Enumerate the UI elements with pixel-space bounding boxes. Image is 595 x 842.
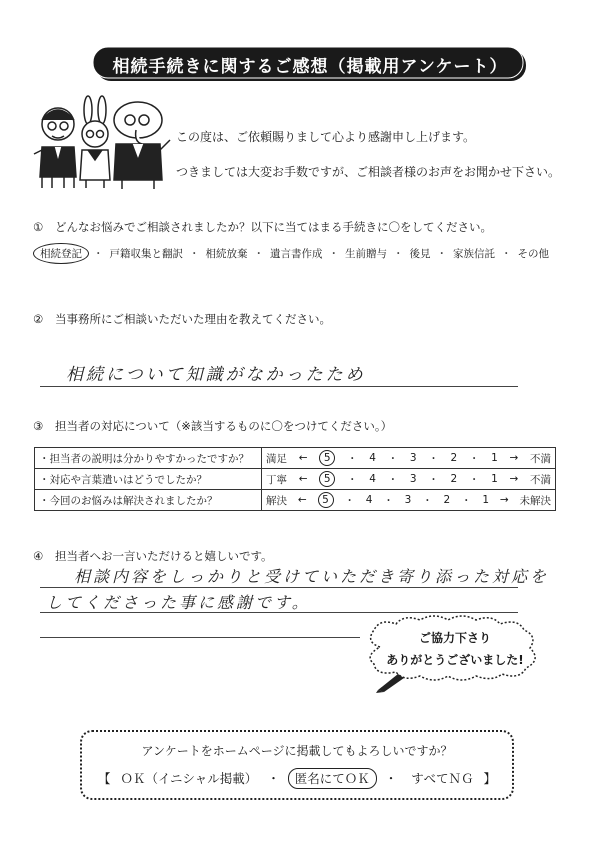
rating-scale	[262, 490, 556, 511]
question-1-number: ①	[33, 220, 44, 234]
rating-row	[35, 469, 556, 490]
consent-dot-1: ・	[267, 771, 280, 786]
scale-dot: ・	[387, 452, 399, 465]
rating-scale	[262, 469, 556, 490]
consent-box	[80, 730, 514, 800]
scale-dot: ・	[468, 473, 480, 486]
consent-option-anonymous-ok[interactable]: 匿名にてＯＫ	[288, 768, 377, 789]
q1-option[interactable]: その他	[517, 248, 549, 260]
arrow-left-icon: ←	[298, 473, 308, 485]
q1-option[interactable]: 遺言書作成	[270, 248, 323, 260]
q1-option[interactable]: 相続登記	[33, 243, 89, 264]
pencil-icon	[374, 668, 408, 694]
option-separator: ・	[189, 248, 200, 260]
rating-value[interactable]: 2	[443, 494, 451, 506]
q1-option[interactable]: 家族信託	[453, 248, 495, 260]
rating-value[interactable]: 3	[409, 473, 417, 485]
option-separator: ・	[328, 248, 339, 260]
consent-question: アンケートをホームページに掲載してもよろしいですか？	[141, 744, 453, 758]
scale-dot: ・	[344, 494, 355, 507]
thanks-line-2: ありがとうございました!	[386, 653, 524, 667]
title-banner	[92, 46, 528, 82]
consent-options	[82, 769, 512, 787]
arrow-left-icon: ←	[297, 494, 307, 506]
rating-scale	[262, 448, 556, 469]
arrow-right-icon: →	[509, 452, 519, 464]
question-4-text: 担当者へお一言いただけると嬉しいです。	[54, 549, 273, 563]
rating-left-label: 満足	[266, 452, 287, 465]
rating-right-label: 不満	[530, 452, 551, 465]
rating-value[interactable]: 1	[482, 494, 489, 506]
scale-dot: ・	[346, 473, 358, 486]
q4-answer-line-1: 相談内容をしっかりと受けていただき寄り添った対応を	[74, 567, 550, 586]
question-2-number: ②	[33, 312, 44, 326]
arrow-right-icon: →	[509, 473, 519, 485]
rating-value[interactable]: 5	[319, 450, 335, 466]
scale-dot: ・	[387, 473, 399, 486]
arrow-right-icon: →	[499, 494, 509, 506]
q4-line-3	[40, 637, 360, 638]
consent-dot-2: ・	[384, 771, 398, 786]
rating-question: ・対応や言葉遣いはどうでしたか？	[35, 469, 262, 490]
rating-value[interactable]: 2	[450, 452, 458, 464]
q1-option[interactable]: 生前贈与	[345, 248, 387, 260]
scale-dot: ・	[468, 452, 480, 465]
question-4	[33, 548, 273, 564]
q4-answer-line-2: してくださった事に感謝です。	[46, 593, 311, 612]
rating-value[interactable]: 5	[319, 471, 335, 487]
scale-dot: ・	[460, 494, 472, 507]
rating-value[interactable]: 1	[491, 473, 498, 485]
rating-value[interactable]: 4	[365, 494, 373, 506]
rating-question: ・担当者の説明は分かりやすかったですか？	[35, 448, 262, 469]
q1-option[interactable]: 後見	[409, 248, 431, 260]
consent-option-ok-initial[interactable]: ＯＫ（イニシャル掲載）	[120, 771, 258, 786]
rating-right-label: 不満	[530, 473, 551, 486]
q2-answer-line	[40, 386, 518, 387]
mascot-illustration	[30, 92, 175, 192]
option-separator: ・	[393, 248, 404, 260]
question-2-text: 当事務所にご相談いただいた理由を教えてください。	[54, 312, 331, 326]
question-3-number: ③	[33, 419, 44, 433]
question-1	[33, 219, 492, 235]
bracket-open: 【	[97, 771, 111, 786]
intro-line-1: この度は、ご依頼賜りまして心より感謝申し上げます。	[176, 130, 476, 144]
bracket-close: 】	[483, 771, 496, 786]
option-separator: ・	[93, 248, 104, 260]
question-3	[33, 418, 392, 434]
thanks-line-1: ご協力下さり	[418, 631, 491, 645]
scale-dot: ・	[428, 452, 439, 465]
q1-option[interactable]: 相続放棄	[205, 248, 248, 260]
rating-value[interactable]: 4	[369, 473, 376, 485]
rating-row	[35, 448, 556, 469]
rating-value[interactable]: 1	[491, 452, 498, 464]
rating-left-label: 解決	[266, 494, 287, 507]
scale-dot: ・	[428, 473, 439, 486]
rating-value[interactable]: 4	[369, 452, 376, 464]
question-1-text: どんなお悩みでご相談されましたか？以下に当てはまる手続きに〇をしてください。	[54, 220, 492, 234]
consent-option-all-ng[interactable]: すべてＮＧ	[411, 771, 474, 786]
rating-value[interactable]: 3	[409, 452, 417, 464]
rating-value[interactable]: 3	[404, 494, 412, 506]
page-title: 相続手続きに関するご感想（掲載用アンケート）	[112, 56, 508, 77]
q1-option[interactable]: 戸籍収集と翻訳	[109, 248, 183, 260]
option-separator: ・	[436, 248, 447, 260]
rating-question: ・今回のお悩みは解決されましたか？	[35, 490, 262, 511]
rating-value[interactable]: 5	[318, 492, 334, 508]
rating-value[interactable]: 2	[450, 473, 458, 485]
q1-options	[33, 243, 551, 264]
question-2	[33, 311, 331, 327]
rating-row	[35, 490, 556, 511]
rating-table	[34, 447, 556, 511]
option-separator: ・	[253, 248, 264, 260]
q4-line-1	[40, 587, 518, 588]
scale-dot: ・	[422, 494, 433, 507]
arrow-left-icon: ←	[298, 452, 308, 464]
question-3-text: 担当者の対応について（※該当するものに〇をつけてください。）	[54, 419, 393, 433]
option-separator: ・	[501, 248, 512, 260]
rating-left-label: 丁寧	[266, 473, 287, 486]
scale-dot: ・	[383, 494, 394, 507]
question-4-number: ④	[33, 549, 44, 563]
rating-right-label: 未解決	[519, 494, 551, 507]
intro-line-2: つきましては大変お手数ですが、ご相談者様のお声をお聞かせ下さい。	[176, 165, 561, 179]
scale-dot: ・	[346, 452, 358, 465]
q2-answer: 相続について知識がなかったため	[66, 365, 366, 385]
